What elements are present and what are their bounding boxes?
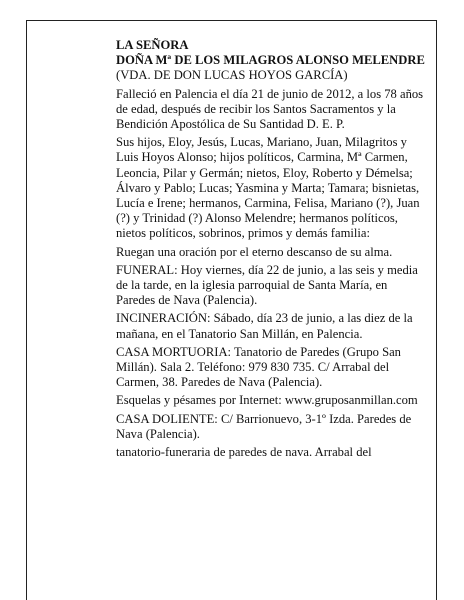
funeral-home-info: CASA MORTUORIA: Tanatorio de Paredes (Grupo San Millán). Sala 2. Teléfono: 979 830 735. C/ Arrabal del Carmen, 38. Paredes de Nava (Palencia).	[116, 344, 401, 390]
family-list: Sus hijos, Eloy, Jesús, Lucas, Mariano, Juan, Milagritos y Luis Hoyos Alonso; hijos políticos, Carmina, Mª Carmen, Leoncia, Pilar y Germán; nietos, Eloy, Roberto y Démelsa; Álvaro y Pablo; Lucas; Yasmina y Marta; Tamara; bisnietas, Lucía e Irene; hermanos, Carmina, Felisa, Mariano (?), Juan (?) y Trinidad (?) Alonso Melendre; hermanos políticos, nietos políticos, sobrinos, primos y demás familia:	[116, 135, 420, 241]
funeral-info: FUNERAL: Hoy viernes, día 22 de junio, a las seis y media de la tarde, en la iglesia parroquial de Santa María, en Paredes de Nava (Palencia).	[116, 262, 418, 308]
notice-heading-line-2: DOÑA Mª DE LOS MILAGROS ALONSO MELENDRE	[116, 53, 425, 68]
death-info: Falleció en Palencia el día 21 de junio de 2012, a los 78 años de edad, después de recibir los Santos Sacramentos y la Bendición Apostólica de Su Santidad D. E. P.	[116, 86, 424, 132]
widow-line: (VDA. DE DON LUCAS HOYOS GARCÍA)	[116, 68, 348, 83]
obituary-notice	[116, 38, 426, 463]
prayer-request: Ruegan una oración por el eterno descanso de su alma.	[116, 244, 393, 259]
notice-heading-line-1: LA SEÑORA	[116, 38, 189, 52]
cremation-info: INCINERACIÓN: Sábado, día 23 de junio, a las diez de la mañana, en el Tanatorio San Millán, en Palencia.	[116, 311, 413, 341]
condolences-info: Esquelas y pésames por Internet: www.gruposanmillan.com	[116, 393, 418, 408]
footer-text: tanatorio-funeraria de paredes de nava. Arrabal del	[116, 445, 372, 460]
family-home-info: CASA DOLIENTE: C/ Barrionuevo, 3-1º Izda. Paredes de Nava (Palencia).	[116, 411, 412, 441]
